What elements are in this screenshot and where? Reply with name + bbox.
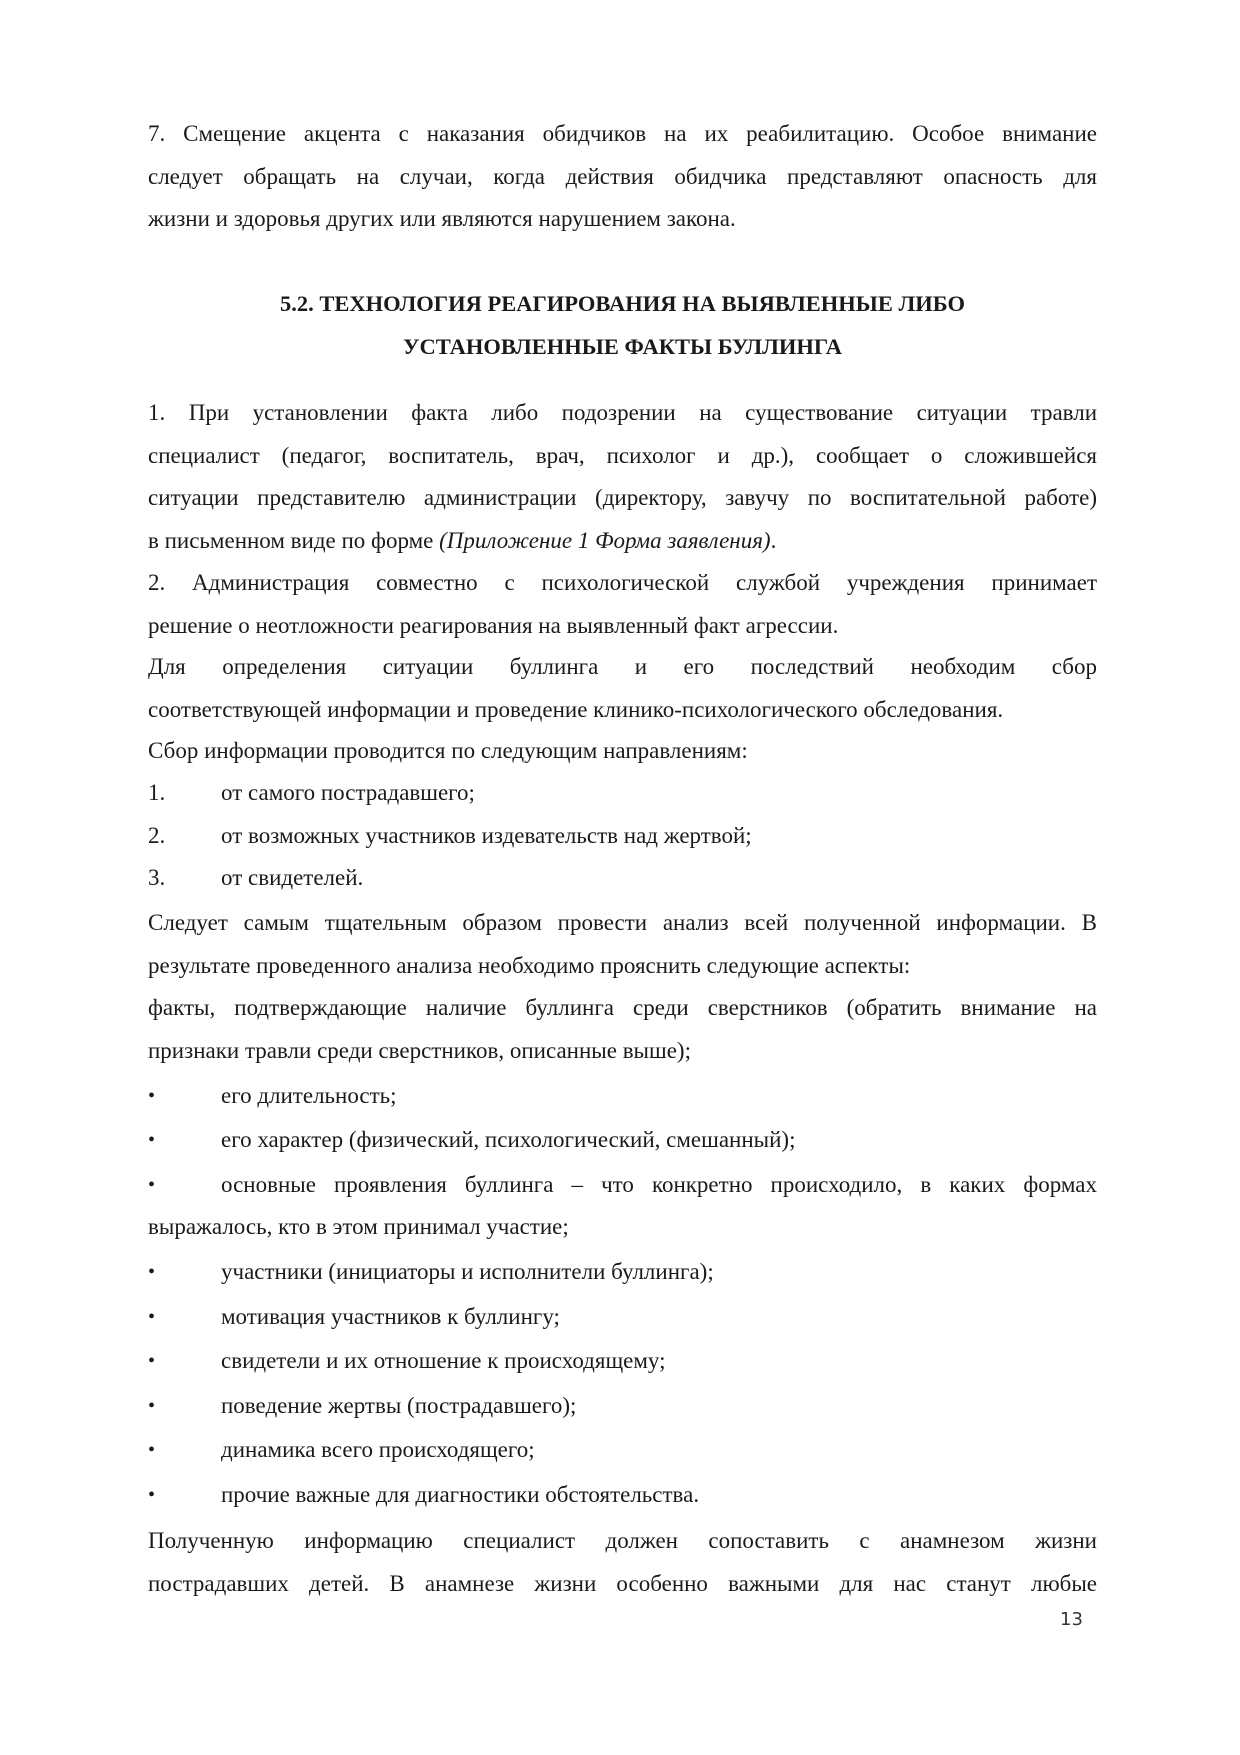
text-line: Полученную информацию специалист должен сопоставить с анамнезом жизни (148, 1528, 1097, 1553)
bullet-text: основные проявления буллинга – что конкретно происходило, в каких формах (221, 1172, 1097, 1197)
paragraph-4 (148, 730, 1097, 773)
text-line: соответствующей информации и проведение клинико-психологического обследования. (148, 696, 1004, 722)
list-text: от самого пострадавшего; (221, 780, 475, 805)
text-line: 1. При установлении факта либо подозрении на существование ситуации травли (148, 400, 1097, 425)
text-line: пострадавших детей. В анамнезе жизни особенно важными для нас станут любые (148, 1570, 1097, 1596)
text-run: в письменном виде по форме (148, 527, 440, 553)
paragraph-final (148, 1520, 1097, 1605)
bullet-text: прочие важные для диагностики обстоятельства. (221, 1482, 700, 1507)
paragraph-1 (148, 392, 1097, 562)
text-line (148, 520, 1097, 563)
bullet-icon: • (148, 1484, 156, 1506)
list-number: 2. (148, 823, 166, 848)
bullet-text: свидетели и их отношение к происходящему; (221, 1348, 666, 1373)
list-text: от свидетелей. (221, 865, 364, 890)
list-text: от возможных участников издевательств над жертвой; (221, 823, 752, 848)
paragraph-5 (148, 902, 1097, 987)
bullet-text: участники (инициаторы и исполнители буллинга); (221, 1259, 714, 1284)
text-line: следует обращать на случаи, когда действия обидчика представляют опасность для (148, 163, 1097, 189)
bullet-text: его характер (физический, психологический, смешанный); (221, 1127, 796, 1152)
list-number: 3. (148, 865, 166, 890)
bullet-continuation (148, 1206, 1097, 1249)
text-line: результате проведенного анализа необходимо прояснить следующие аспекты: (148, 952, 911, 978)
paragraph-6 (148, 987, 1097, 1072)
bullet-icon: • (148, 1129, 156, 1151)
text-line: признаки травли среди сверстников, описанные выше); (148, 1037, 691, 1063)
paragraph-2 (148, 562, 1097, 647)
text-line: 7. Смещение акцента с наказания обидчиков на их реабилитацию. Особое внимание (148, 121, 1097, 146)
paragraph-7 (148, 113, 1097, 241)
text-line: Следует самым тщательным образом провести анализ всей полученной информации. В (148, 910, 1097, 935)
text-line: Для определения ситуации буллинга и его последствий необходим сбор (148, 654, 1097, 679)
bullet-text: его длительность; (221, 1083, 397, 1108)
paragraph-3 (148, 646, 1097, 731)
bullet-icon: • (148, 1306, 156, 1328)
bullet-icon: • (148, 1439, 156, 1461)
text-line: жизни и здоровья других или являются нарушением закона. (148, 206, 736, 231)
page-number: 13 (1060, 1609, 1083, 1630)
list-number: 1. (148, 780, 166, 805)
bullet-icon: • (148, 1395, 156, 1417)
text-line: специалист (педагог, воспитатель, врач, психолог и др.), сообщает о сложившейся (148, 442, 1097, 468)
text-line: ситуации представителю администрации (директору, завучу по воспитательной работе) (148, 485, 1097, 510)
text-line: 2. Администрация совместно с психологической службой учреждения принимает (148, 570, 1097, 595)
section-heading-line-1: 5.2. ТЕХНОЛОГИЯ РЕАГИРОВАНИЯ НА ВЫЯВЛЕННЫЕ ЛИБО (280, 291, 965, 316)
section-heading-line-2: УСТАНОВЛЕННЫЕ ФАКТЫ БУЛЛИНГА (402, 334, 843, 359)
bullet-text: динамика всего происходящего; (221, 1437, 535, 1462)
text-run: . (770, 527, 777, 553)
bullet-text: поведение жертвы (пострадавшего); (221, 1393, 577, 1418)
text-line: факты, подтверждающие наличие буллинга среди сверстников (обратить внимание на (148, 995, 1097, 1020)
bullet-icon: • (148, 1085, 156, 1107)
bullet-text: мотивация участников к буллингу; (221, 1304, 560, 1329)
bullet-icon: • (148, 1350, 156, 1372)
bullet-icon: • (148, 1261, 156, 1283)
text-line: Сбор информации проводится по следующим направлениям: (148, 738, 748, 763)
text-line: решение о неотложности реагирования на выявленный факт агрессии. (148, 612, 839, 638)
appendix-reference: (Приложение 1 Форма заявления) (439, 527, 771, 553)
bullet-icon: • (148, 1174, 156, 1196)
text-line: выражалось, кто в этом принимал участие; (148, 1214, 569, 1239)
